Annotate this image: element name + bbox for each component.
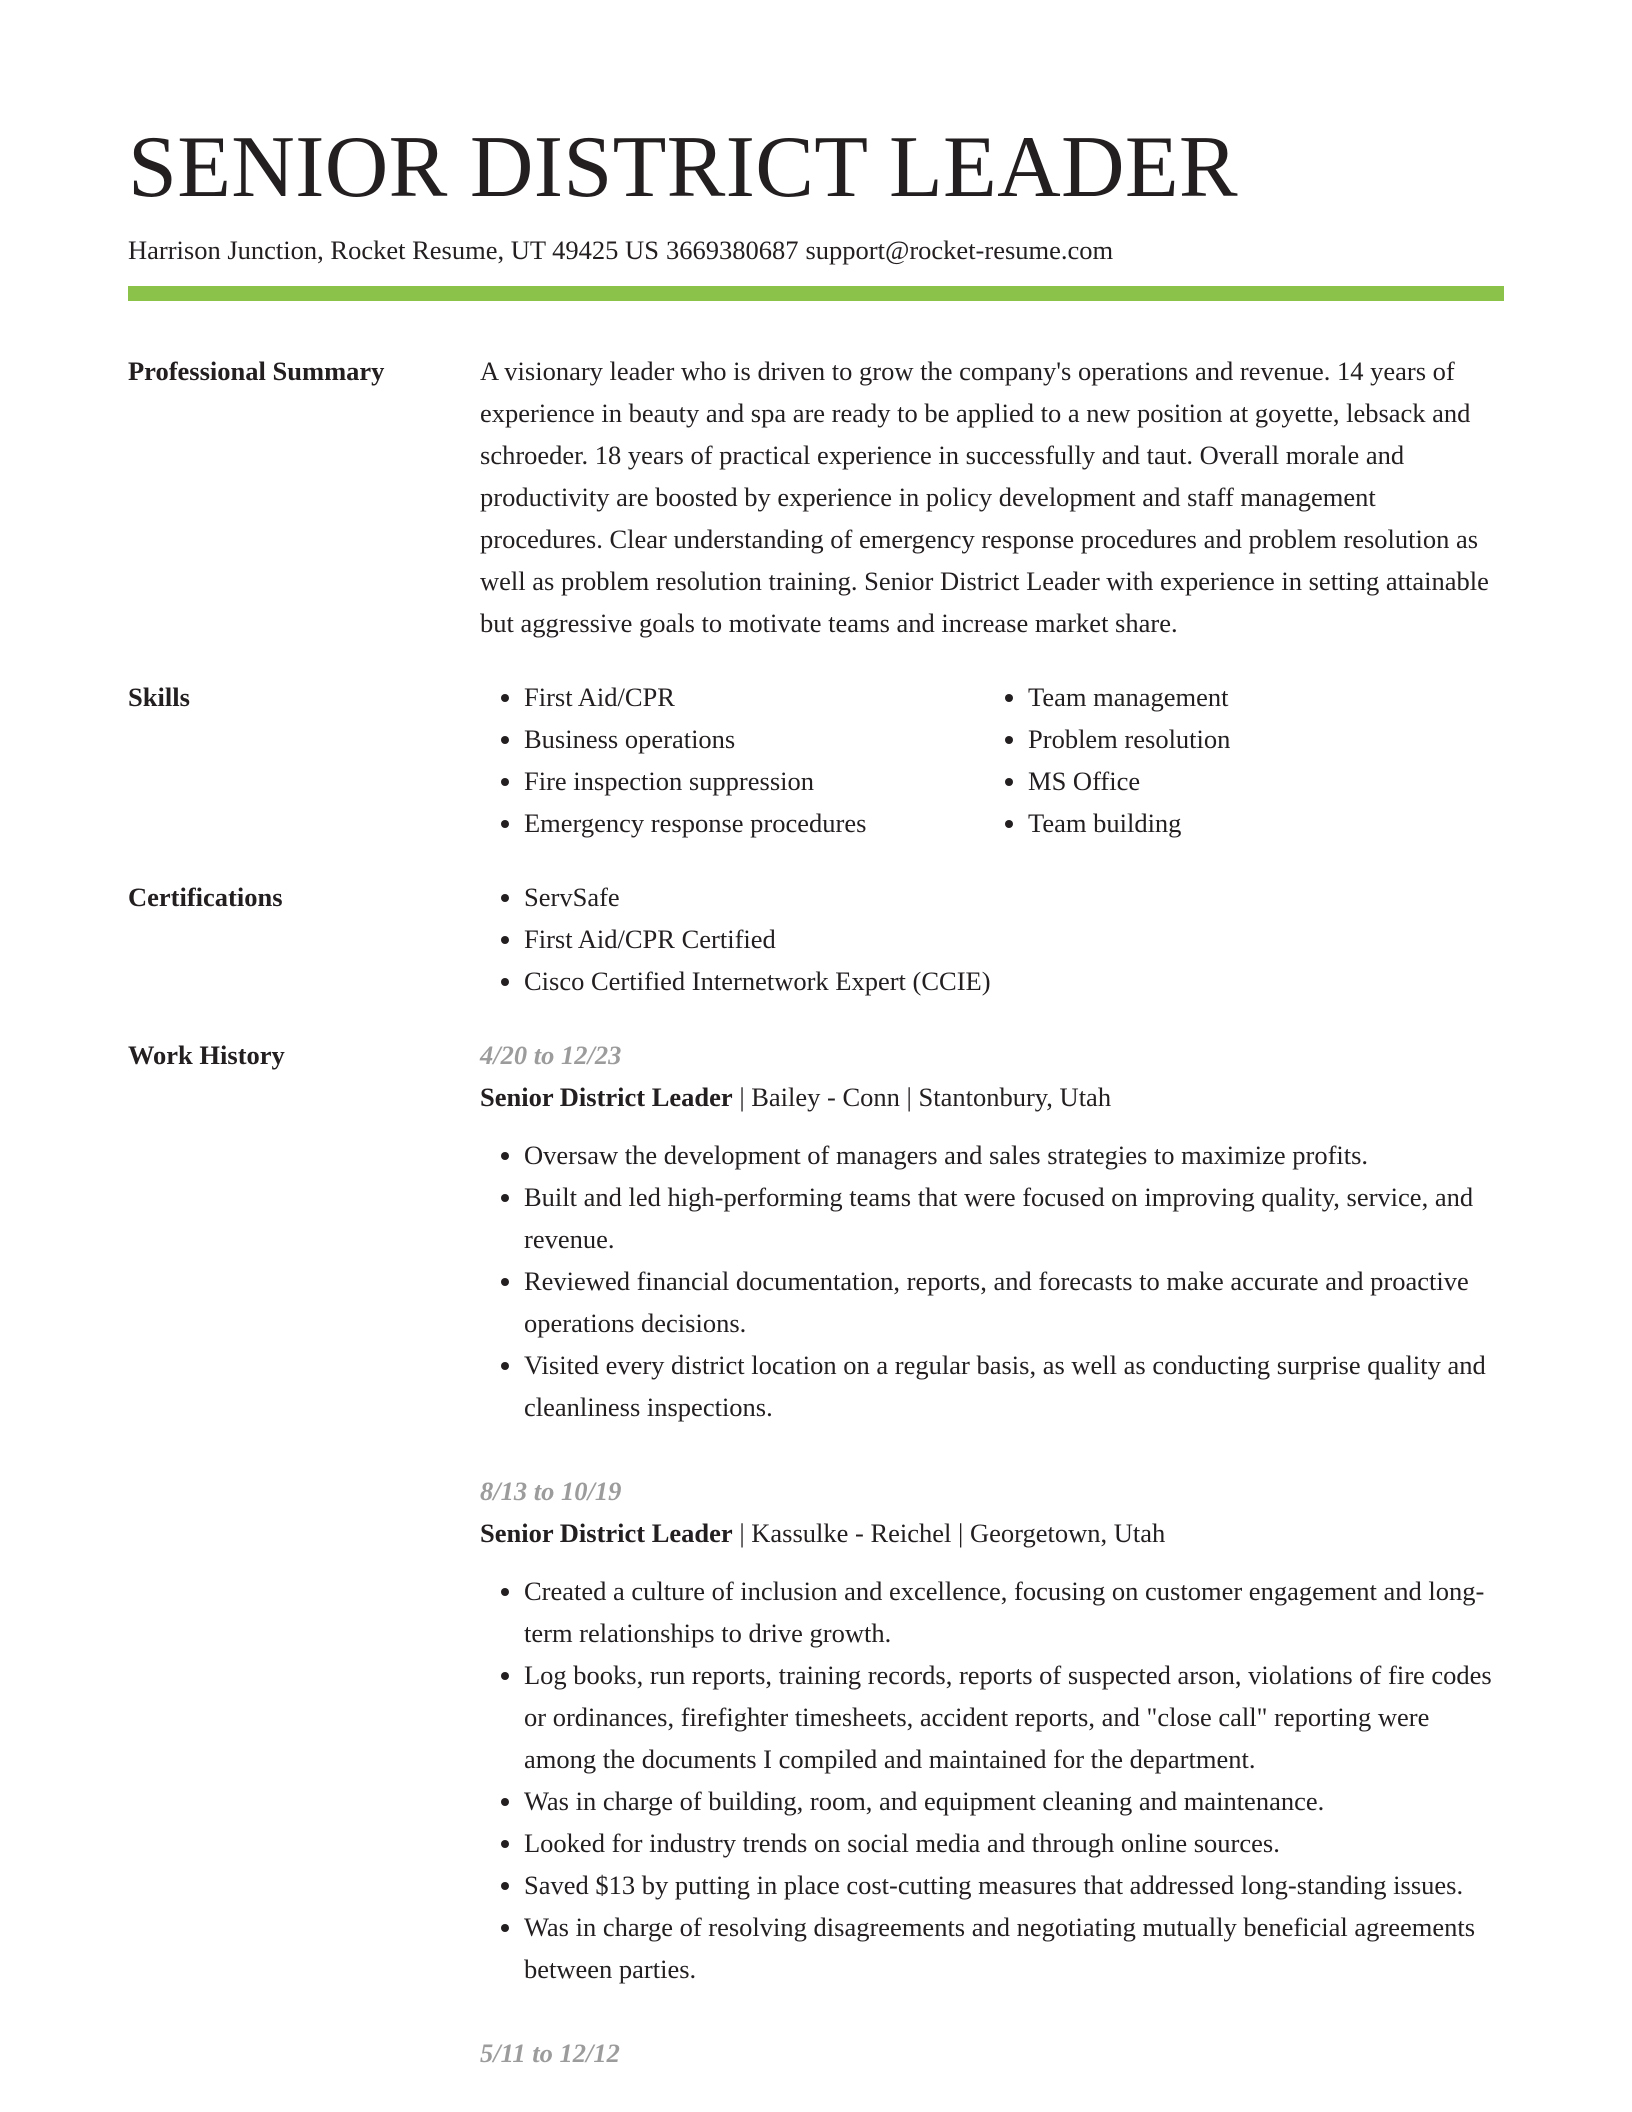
skill-item: • Team building xyxy=(1028,802,1504,844)
summary-section xyxy=(128,350,1504,644)
job-bullet: • Visited every district location on a regular basis, as well as conducting surprise quality and cleanliness inspections. xyxy=(524,1344,1504,1428)
job-details: | Bailey - Conn | Stantonbury, Utah xyxy=(732,1082,1112,1112)
job-bullet: • Was in charge of building, room, and equipment cleaning and maintenance. xyxy=(524,1780,1504,1822)
certification-item: • ServSafe xyxy=(524,876,1504,918)
job-bullet: • Saved $13 by putting in place cost-cutting measures that addressed long-standing issues. xyxy=(524,1864,1504,1906)
job-role-line xyxy=(480,1076,1504,1118)
contact-email: support@rocket-resume.com xyxy=(805,235,1114,265)
candidate-name: SENIOR DISTRICT LEADER xyxy=(128,119,1238,216)
certifications-body xyxy=(480,876,1504,1002)
job-role-line xyxy=(480,1512,1504,1554)
job-bullet: • Was in charge of resolving disagreements and negotiating mutually beneficial agreements between parties. xyxy=(524,1906,1504,1990)
work-history-body xyxy=(480,1034,1504,2074)
job-title: Senior District Leader xyxy=(480,1518,733,1548)
certifications-list xyxy=(480,876,1504,1002)
summary-text: A visionary leader who is driven to grow the company's operations and revenue. 14 years of experience in beauty and spa are ready to be applied to a new position at goyette, lebsack and schroeder. 18 years of practical experience in successfully and taut. Overall morale and productivity are boosted by experience in policy development and staff management procedures. Clear understanding of emergency response procedures and problem resolution as well as problem resolution training. Senior District Leader with experience in setting attainable but aggressive goals to motivate teams and increase market share. xyxy=(480,356,1489,638)
contact-phone: 3669380687 xyxy=(665,235,799,265)
certification-item: • Cisco Certified Internetwork Expert (CCIE) xyxy=(524,960,1504,1002)
job-dates: 5/11 to 12/12 xyxy=(480,2038,620,2068)
skill-item: • Team management xyxy=(1028,676,1504,718)
resume-content xyxy=(128,350,1504,2074)
job-entry xyxy=(480,1470,1504,1990)
header-divider xyxy=(128,286,1504,301)
job-bullet: • Built and led high-performing teams that were focused on improving quality, service, and revenue. xyxy=(524,1176,1504,1260)
skill-item: • Fire inspection suppression xyxy=(524,760,1028,802)
section-heading: Certifications xyxy=(128,882,283,912)
section-heading: Skills xyxy=(128,682,190,712)
certifications-section xyxy=(128,876,1504,1002)
job-bullet: • Looked for industry trends on social media and through online sources. xyxy=(524,1822,1504,1864)
job-entry xyxy=(480,1034,1504,1428)
job-bullets xyxy=(480,1570,1504,1990)
skill-item: • Problem resolution xyxy=(1028,718,1504,760)
skill-item: • MS Office xyxy=(1028,760,1504,802)
job-bullet: • Reviewed financial documentation, reports, and forecasts to make accurate and proactive operations decisions. xyxy=(524,1260,1504,1344)
skills-body xyxy=(480,676,1504,844)
job-bullet: • Oversaw the development of managers and sales strategies to maximize profits. xyxy=(524,1134,1504,1176)
job-bullets xyxy=(480,1134,1504,1428)
skill-item: • First Aid/CPR xyxy=(524,676,1028,718)
summary-body xyxy=(480,350,1504,644)
work-history-section xyxy=(128,1034,1504,2074)
job-title: Senior District Leader xyxy=(480,1082,733,1112)
job-dates: 8/13 to 10/19 xyxy=(480,1476,622,1506)
skills-section xyxy=(128,676,1504,844)
contact-address: Harrison Junction, Rocket Resume, UT 49425 US xyxy=(128,235,659,265)
job-bullet: • Created a culture of inclusion and excellence, focusing on customer engagement and long-term relationships to drive growth. xyxy=(524,1570,1504,1654)
skills-list xyxy=(480,676,1504,844)
certification-item: • First Aid/CPR Certified xyxy=(524,918,1504,960)
resume-page xyxy=(128,0,1504,2112)
section-heading: Work History xyxy=(128,1040,285,1070)
job-details: | Kassulke - Reichel | Georgetown, Utah xyxy=(732,1518,1166,1548)
contact-line xyxy=(128,230,1113,270)
skill-item: • Emergency response procedures xyxy=(524,802,1028,844)
job-dates: 4/20 to 12/23 xyxy=(480,1040,622,1070)
skill-item: • Business operations xyxy=(524,718,1028,760)
section-heading: Professional Summary xyxy=(128,356,385,386)
job-bullet: • Log books, run reports, training records, reports of suspected arson, violations of fire codes or ordinances, firefighter timesheets, accident reports, and "close call" reporting were among the documents I compiled and maintained for the department. xyxy=(524,1654,1504,1780)
job-entry xyxy=(480,2032,1504,2074)
